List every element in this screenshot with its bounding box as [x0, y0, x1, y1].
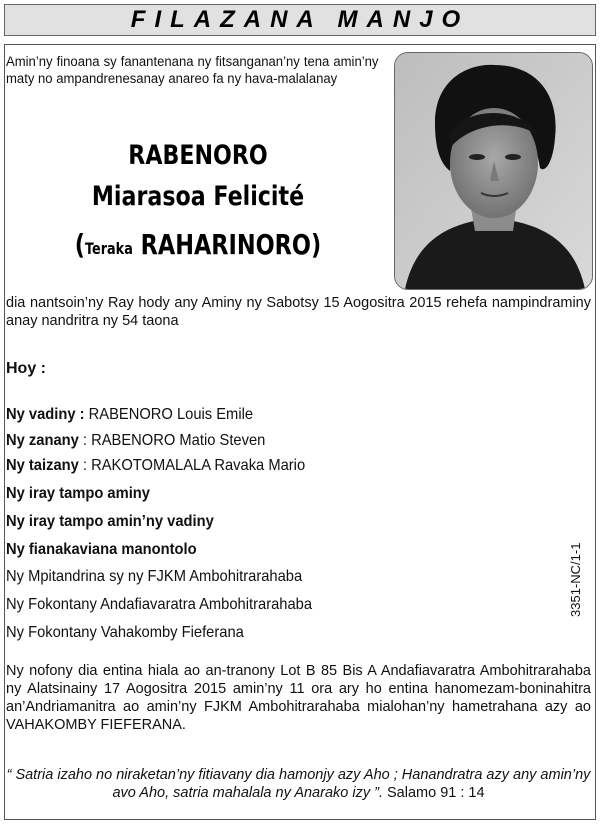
- bible-quote: [6, 766, 591, 802]
- family-iray-tampo-vadiny: [6, 512, 214, 532]
- family-zanany: [6, 431, 265, 451]
- teraka-label: Teraka: [85, 239, 133, 258]
- family-vadiny: [6, 405, 253, 425]
- family-fokontany-andafiavaratra: Ny Fokontany Andafiavaratra Ambohitrarahaba: [6, 596, 313, 613]
- portrait-photo-image: [395, 53, 592, 289]
- quote-source: Salamo 91 : 14: [382, 785, 485, 801]
- fianakaviana-text: Ny fianakaviana manontolo: [6, 541, 197, 558]
- deceased-surname: RABENORO: [128, 140, 268, 171]
- zanany-value: : RABENORO Matio Steven: [78, 432, 266, 449]
- funeral-details: Ny nofony dia entina hiala ao an-tranony Lot B 85 Bis A Andafiavaratra Ambohitrarahaba ny Alatsinainy 17 Aogositra 2015 amin’ny 11 ora ary ho entina hanomezam-boninahitra an’Andriamanitra ao amin’ny FJKM Ambohitrarahaba mialohan’ny hametrahana azy ao VAHAKOMBY FIEFERANA.: [6, 663, 591, 733]
- close-paren: ): [310, 228, 322, 261]
- zanany-label: Ny zanany: [6, 432, 79, 449]
- taizany-value: : RAKOTOMALALA Ravaka Mario: [78, 457, 306, 474]
- taizany-label: Ny taizany: [6, 457, 79, 474]
- vadiny-value: RABENORO Louis Emile: [84, 406, 254, 423]
- header-title: FILAZANA MANJO: [130, 6, 470, 33]
- maiden-name: RAHARINORO: [140, 228, 311, 261]
- hoy-label: Hoy :: [6, 360, 46, 377]
- reference-code: 3351-NC/1-1: [568, 542, 583, 617]
- deceased-maiden-name-line: [56, 228, 341, 261]
- iray-tampo-vadiny-text: Ny iray tampo amin’ny vadiny: [6, 513, 214, 530]
- vadiny-label: Ny vadiny :: [6, 406, 85, 423]
- family-fokontany-vahakomby: Ny Fokontany Vahakomby Fieferana: [6, 624, 244, 641]
- family-iray-tampo: [6, 484, 150, 504]
- deceased-given-names: Miarasoa Felicité: [91, 181, 305, 212]
- iray-tampo-text: Ny iray tampo aminy: [6, 485, 150, 502]
- family-fianakaviana: [6, 540, 197, 560]
- death-notice: dia nantsoin’ny Ray hody any Aminy ny Sabotsy 15 Aogositra 2015 rehefa nampindraminy anay nandritra ny 54 taona: [6, 295, 591, 329]
- family-mpitandrina: Ny Mpitandrina sy ny FJKM Ambohitrarahaba: [6, 568, 303, 585]
- family-taizany: [6, 456, 305, 476]
- open-paren: (: [74, 228, 86, 261]
- intro-text: Amin’ny finoana sy fanantenana ny fitsanganan’ny tena amin’ny maty no ampandrenesanay anareo fa ny hava-malalanay: [6, 54, 379, 86]
- header-banner: [4, 4, 596, 36]
- portrait-photo: [394, 52, 593, 290]
- quote-text: “ Satria izaho no niraketan’ny fitiavany dia hamonjy azy Aho ; Hanandratra azy any amin’ny avo Aho, satria mahalala ny Anarako izy ”.: [6, 767, 591, 801]
